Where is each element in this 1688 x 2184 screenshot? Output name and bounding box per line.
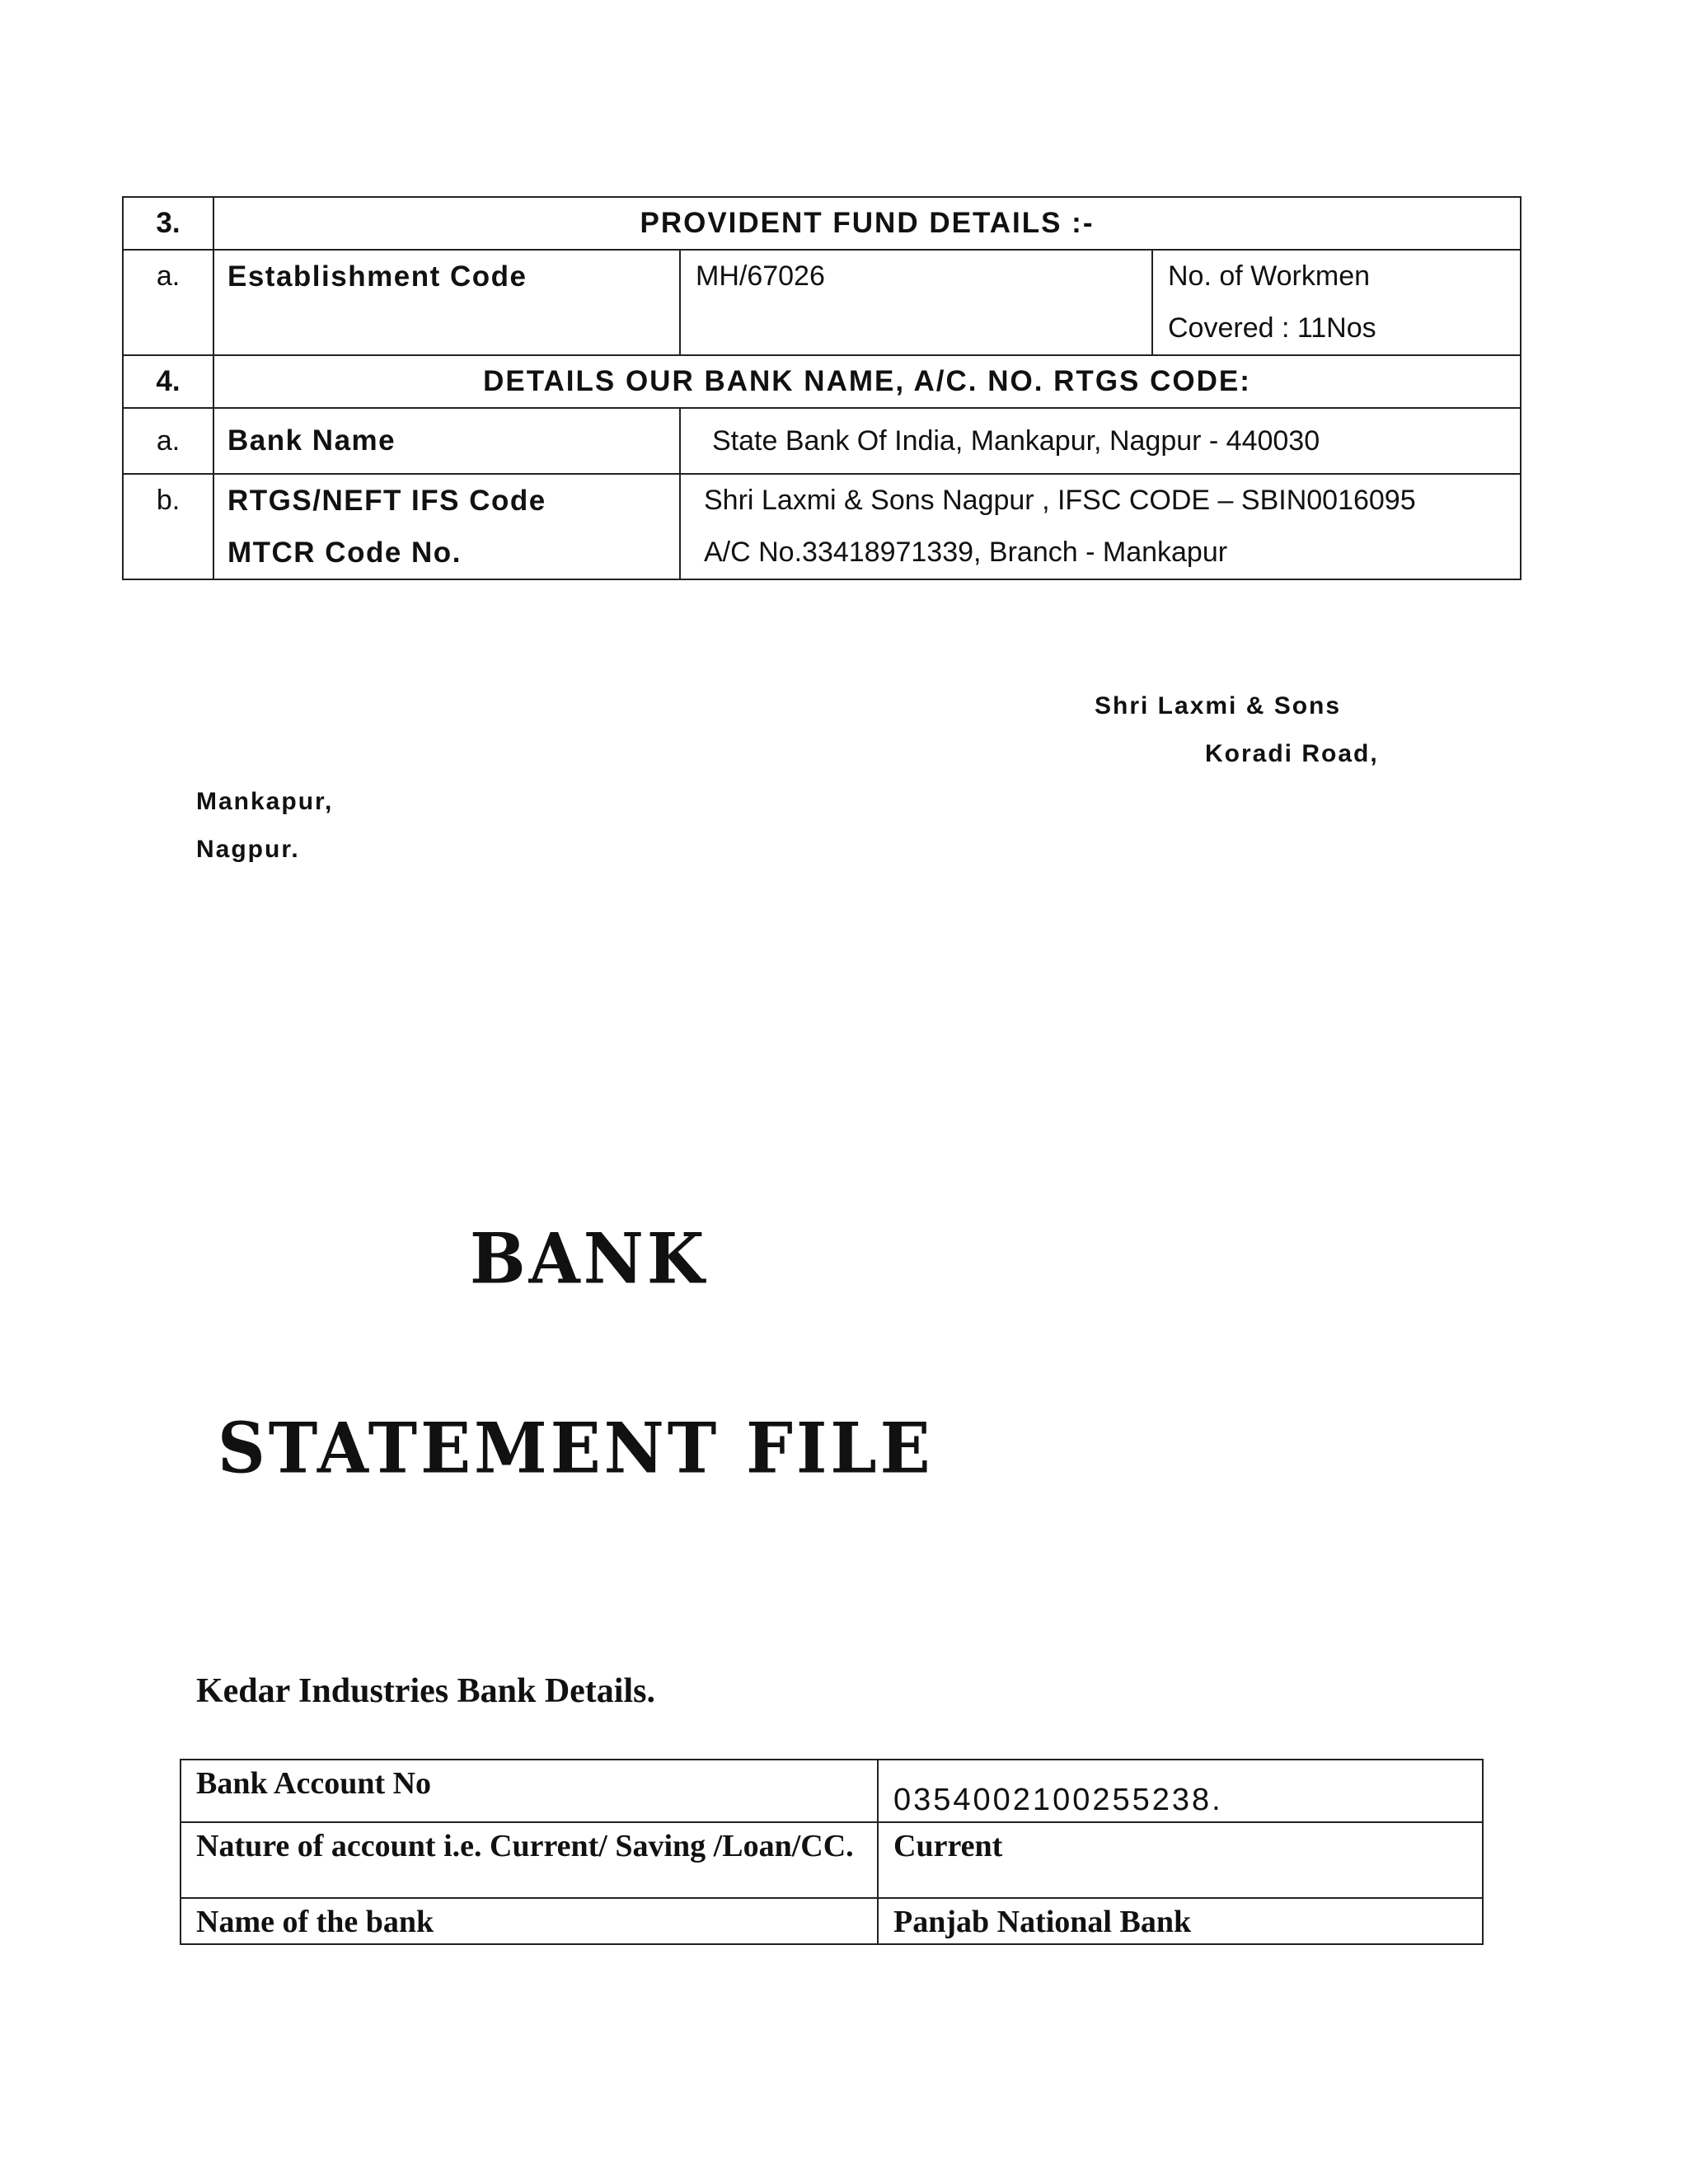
rtgs-code-label: RTGS/NEFT IFS Code MTCR Code No. — [213, 474, 680, 579]
address-line-city: Nagpur. — [196, 836, 300, 863]
bank-section-number: 4. — [123, 355, 213, 408]
address-line-area: Mankapur, — [196, 788, 334, 815]
workmen-covered: No. of Workmen Covered : 11Nos — [1152, 250, 1521, 355]
bank-account-value: 0354002100255238. — [878, 1760, 1483, 1822]
rtgs-code-value: Shri Laxmi & Sons Nagpur , IFSC CODE – SBIN0016095 A/C No.33418971339, Branch - Mankapur — [680, 474, 1521, 579]
pf-row-a-index: a. — [123, 250, 213, 355]
account-nature-value: Current — [878, 1822, 1483, 1898]
bank-account-label: Bank Account No — [181, 1760, 878, 1822]
address-line-road: Koradi Road, — [1205, 740, 1379, 767]
bank-name-value: State Bank Of India, Mankapur, Nagpur - 440030 — [680, 408, 1521, 474]
details-table — [122, 196, 1522, 580]
bank-section-title: DETAILS OUR BANK NAME, A/C. NO. RTGS CODE: — [213, 355, 1521, 408]
bank-name-label: Bank Name — [213, 408, 680, 474]
bank-name-value-kedar: Panjab National Bank — [878, 1898, 1483, 1944]
heading-bank: BANK — [470, 1217, 708, 1300]
heading-statement-file: STATEMENT FILE — [218, 1407, 934, 1489]
bank-row-b-index: b. — [123, 474, 213, 579]
kedar-bank-details-title: Kedar Industries Bank Details. — [196, 1672, 655, 1710]
establishment-code-label: Establishment Code — [213, 250, 680, 355]
kedar-bank-table — [180, 1759, 1484, 1945]
account-nature-label: Nature of account i.e. Current/ Saving /Loan/CC. — [181, 1822, 878, 1898]
bank-row-a-index: a. — [123, 408, 213, 474]
pf-section-number: 3. — [123, 197, 213, 250]
address-line-company: Shri Laxmi & Sons — [1095, 692, 1342, 719]
bank-name-label-kedar: Name of the bank — [181, 1898, 878, 1944]
pf-section-title: PROVIDENT FUND DETAILS :- — [213, 197, 1521, 250]
establishment-code-value: MH/67026 — [680, 250, 1152, 355]
